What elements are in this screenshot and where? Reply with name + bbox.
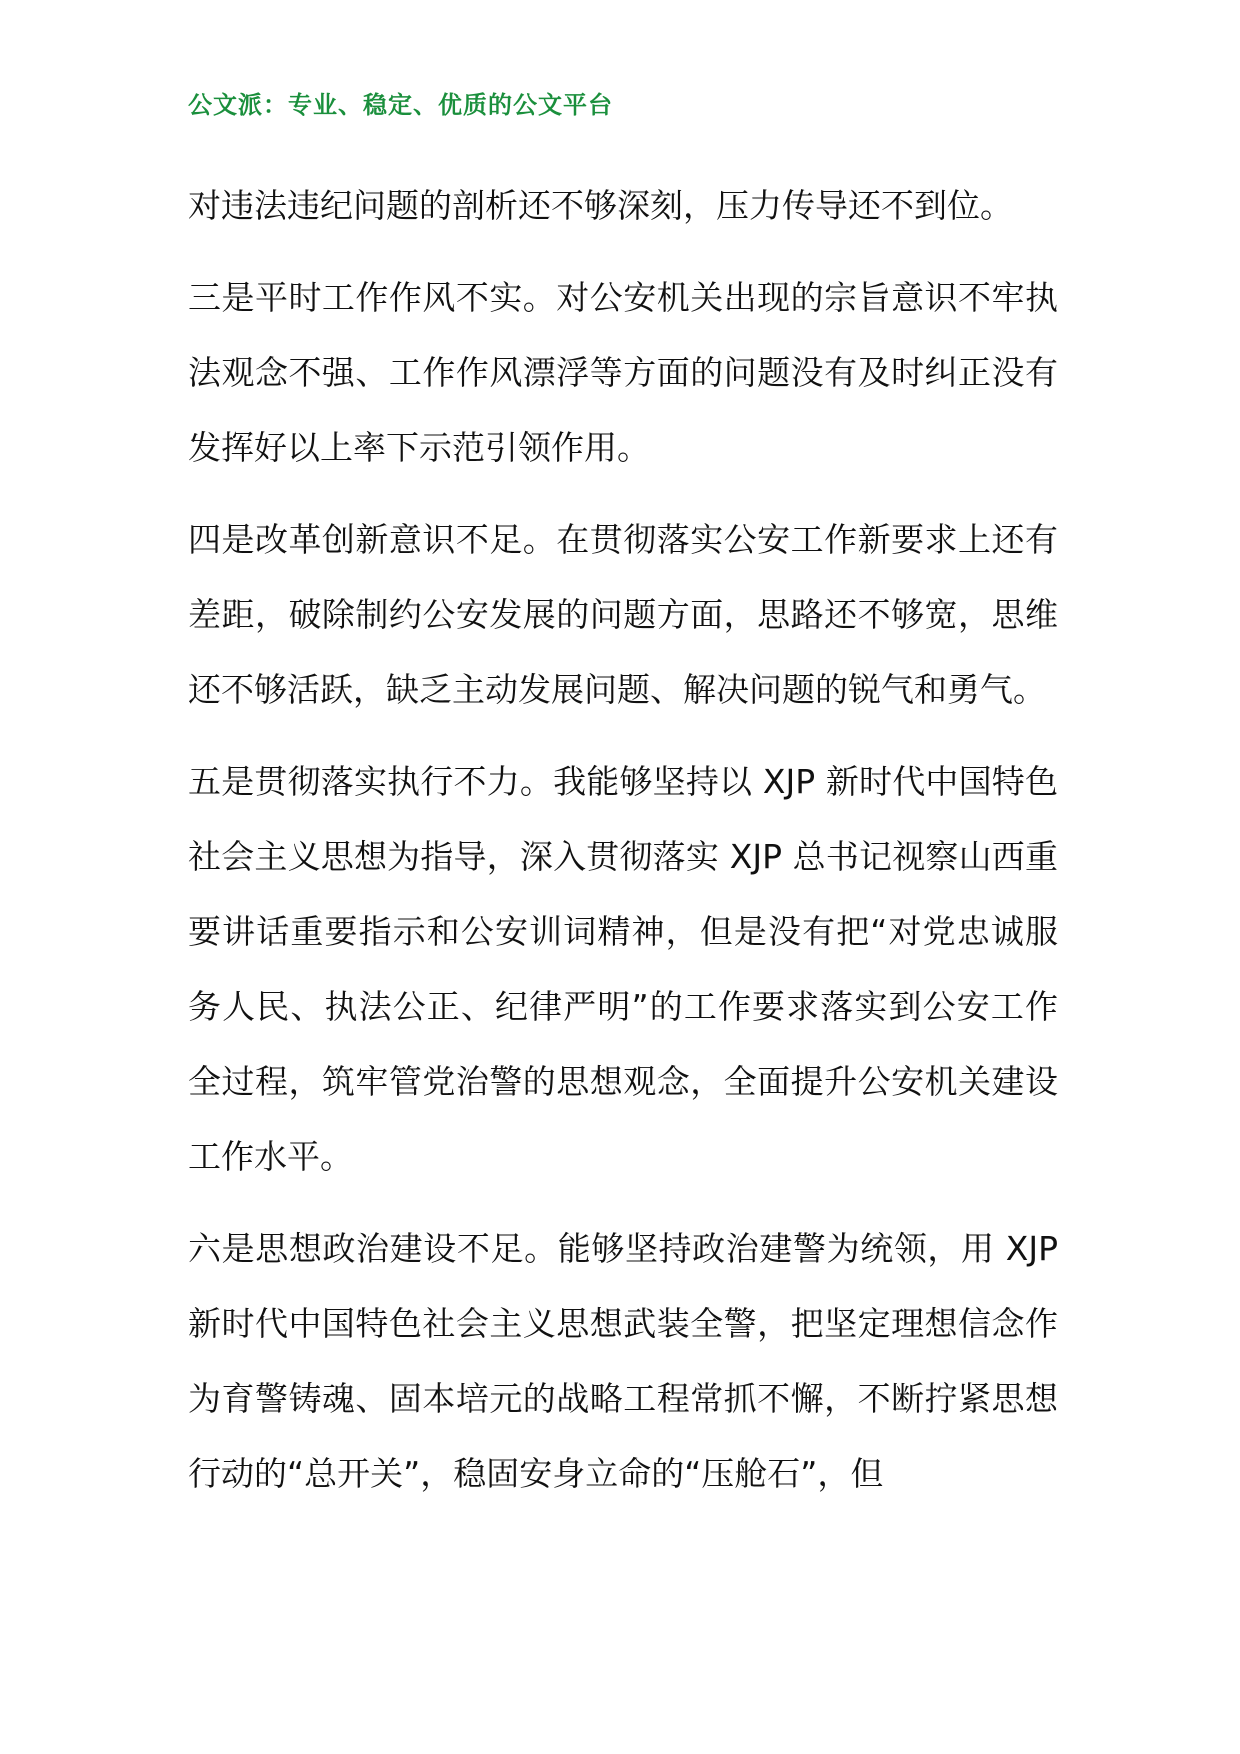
document-body [188,168,1058,1528]
document-page [188,0,1058,1754]
paragraph-4: 五是贯彻落实执行不力。我能够坚持以 XJP 新时代中国特色社会主义思想为指导，深入贯彻落实 XJP 总书记视察山西重要讲话重要指示和公安训词精神，但是没有把“对党忠诚服务人民、执法公正、纪律严明”的工作要求落实到公安工作全过程，筑牢管党治警的思想观念，全面提升公安机关建设工作水平。 [188,762,1058,1176]
paragraph-5: 六是思想政治建设不足。能够坚持政治建警为统领，用 XJP 新时代中国特色社会主义思想武装全警，把坚定理想信念作为育警铸魂、固本培元的战略工程常抓不懈，不断拧紧思想行动的“总开关”，稳固安身立命的“压舱石”，但 [188,1229,1058,1493]
paragraph-3: 四是改革创新意识不足。在贯彻落实公安工作新要求上还有差距，破除制约公安发展的问题方面，思路还不够宽，思维还不够活跃，缺乏主动发展问题、解决问题的锐气和勇气。 [188,520,1058,709]
page-header: 公文派：专业、稳定、优质的公文平台 [188,91,613,119]
paragraph-1: 对违法违纪问题的剖析还不够深刻，压力传导还不到位。 [188,186,1013,225]
paragraph-2: 三是平时工作作风不实。对公安机关出现的宗旨意识不牢执法观念不强、工作作风漂浮等方面的问题没有及时纠正没有发挥好以上率下示范引领作用。 [188,278,1058,467]
